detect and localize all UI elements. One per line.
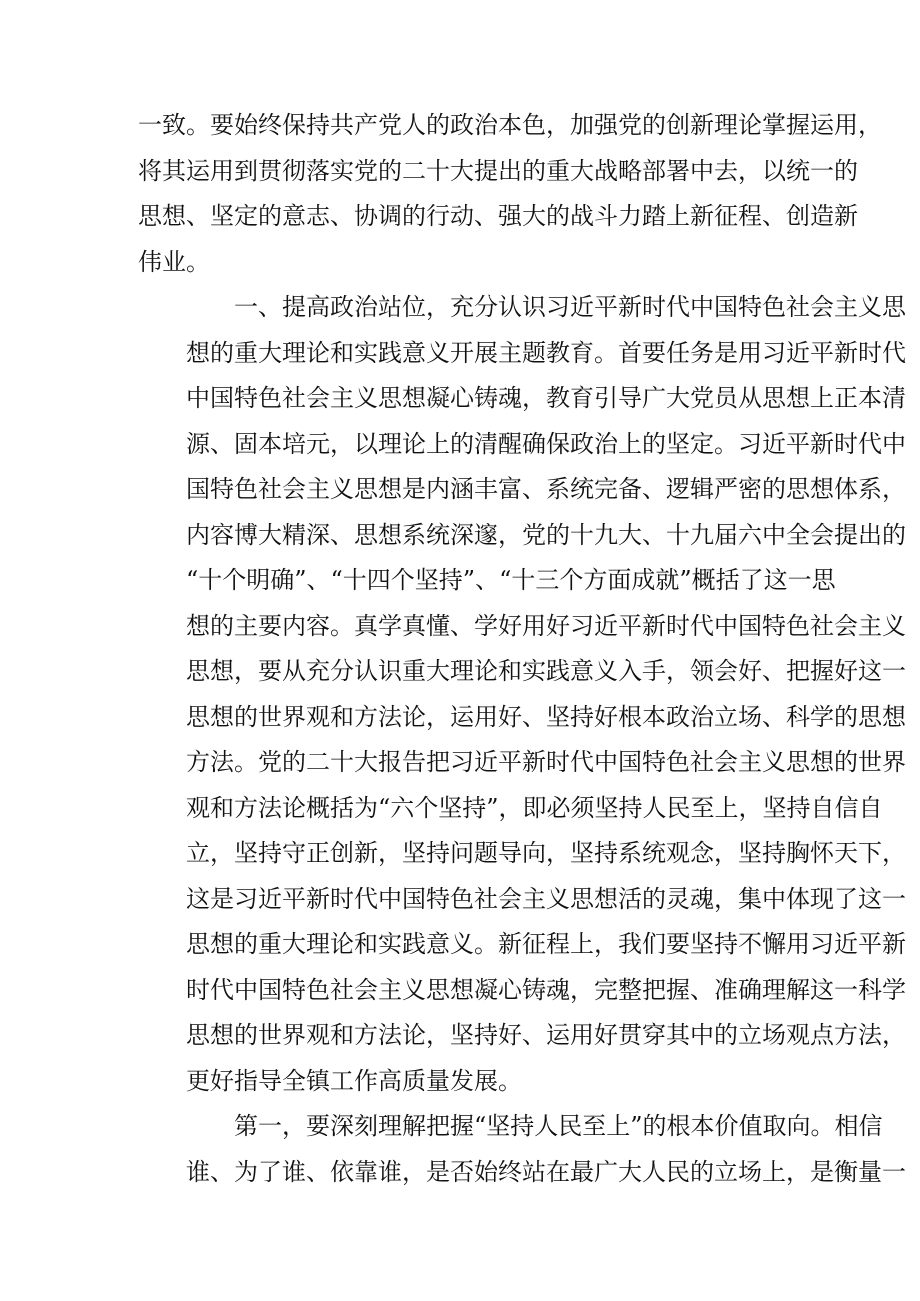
paragraph-line: 思想、坚定的意志、协调的行动、强大的战斗力踏上新征程、创造新 <box>138 202 858 230</box>
paragraph-line: “十个明确”、“十四个坚持”、“十三个方面成就”概括了这一思 <box>186 566 836 594</box>
paragraph-line: 思想的世界观和方法论，坚持好、运用好贯穿其中的立场观点方法， <box>186 1021 906 1049</box>
paragraph-line: 想的重大理论和实践意义开展主题教育。首要任务是用习近平新时代 <box>186 338 906 367</box>
paragraph-line: 思想的重大理论和实践意义。新征程上，我们要坚持不懈用习近平新 <box>186 930 906 958</box>
paragraph-line: 谁、为了谁、依靠谁，是否始终站在最广大人民的立场上，是衡量一 <box>186 1157 906 1186</box>
document-body <box>138 103 906 1195</box>
paragraph-line: 想的主要内容。真学真懂、学好用好习近平新时代中国特色社会主义 <box>186 611 906 640</box>
paragraph-line: 思想，要从充分认识重大理论和实践意义入手，领会好、把握好这一 <box>186 657 906 685</box>
paragraph-2 <box>138 285 906 1104</box>
paragraph-line: 源、固本培元，以理论上的清醒确保政治上的坚定。习近平新时代中 <box>186 429 906 458</box>
paragraph-line: 更好指导全镇工作高质量发展。 <box>186 1066 522 1095</box>
paragraph-line: 时代中国特色社会主义思想凝心铸魂，完整把握、准确理解这一科学 <box>186 975 906 1004</box>
paragraph-line: 内容博大精深、思想系统深邃，党的十九大、十九届六中全会提出的 <box>186 520 906 549</box>
paragraph-line: 观和方法论概括为“六个坚持”，即必须坚持人民至上，坚持自信自 <box>186 793 883 822</box>
paragraph-line: 国特色社会主义思想是内涵丰富、系统完备、逻辑严密的思想体系， <box>186 475 906 503</box>
paragraph-line: 伟业。 <box>138 247 210 276</box>
paragraph-line: 一、提高政治站位，充分认识习近平新时代中国特色社会主义思 <box>234 293 906 321</box>
paragraph-line: 方法。党的二十大报告把习近平新时代中国特色社会主义思想的世界 <box>186 748 906 776</box>
paragraph-line: 思想的世界观和方法论，运用好、坚持好根本政治立场、科学的思想 <box>186 702 906 731</box>
paragraph-line: 将其运用到贯彻落实党的二十大提出的重大战略部署中去，以统一的 <box>138 156 858 185</box>
paragraph-line: 中国特色社会主义思想凝心铸魂，教育引导广大党员从思想上正本清 <box>186 384 906 412</box>
paragraph-3 <box>138 1104 906 1195</box>
paragraph-line: 这是习近平新时代中国特色社会主义思想活的灵魂，集中体现了这一 <box>186 884 906 913</box>
paragraph-line: 立，坚持守正创新，坚持问题导向，坚持系统观念，坚持胸怀天下， <box>186 839 906 867</box>
paragraph-line: 一致。要始终保持共产党人的政治本色，加强党的创新理论掌握运用， <box>138 111 882 139</box>
paragraph-1 <box>138 103 882 285</box>
paragraph-line: 第一，要深刻理解把握“坚持人民至上”的根本价值取向。相信 <box>234 1112 883 1140</box>
